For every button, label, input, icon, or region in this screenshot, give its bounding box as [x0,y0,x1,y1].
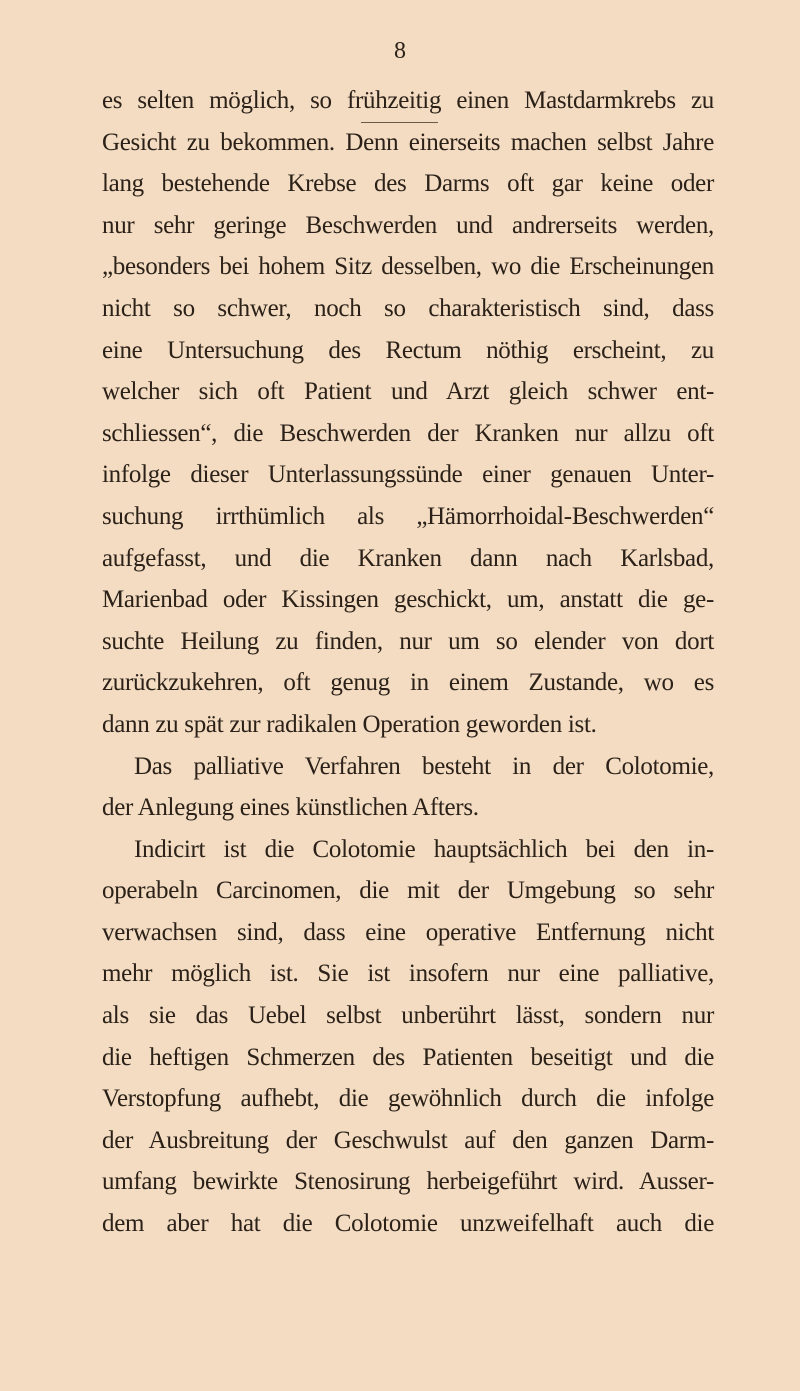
text-line: suchte Heilung zu finden, nur um so elender von dort [102,627,714,655]
text-line: Das palliative Verfahren besteht in der Colotomie, [134,752,714,780]
body-text [102,80,714,1245]
text-line: dann zu spät zur radikalen Operation geworden ist. [102,710,597,738]
text-line: umfang bewirkte Stenosirung herbeigeführt wird. Ausser- [102,1168,714,1196]
text-line: Indicirt ist die Colotomie hauptsächlich bei den in- [134,835,714,863]
text-line: nicht so schwer, noch so charakteristisch sind, dass [102,294,714,322]
text-line: der Anlegung eines künstlichen Afters. [102,794,479,822]
text-line: die heftigen Schmerzen des Patienten beseitigt und die [102,1043,714,1071]
text-line: Verstopfung aufhebt, die gewöhnlich durch die infolge [102,1085,714,1113]
text-line: suchung irrthümlich als „Hämorrhoidal-Beschwerden“ [102,502,714,530]
text-line: es selten möglich, so frühzeitig einen Mastdarmkrebs zu [102,87,714,114]
page-number: 8 [394,38,406,64]
text-line: mehr möglich ist. Sie ist insofern nur eine palliative, [102,960,714,988]
text-line: verwachsen sind, dass eine operative Entfernung nicht [102,918,714,946]
text-line: zurückzukehren, oft genug in einem Zustande, wo es [102,669,714,697]
text-line: Gesicht zu bekommen. Denn einerseits machen selbst Jahre [102,128,714,156]
text-line: operabeln Carcinomen, die mit der Umgebung so sehr [102,877,714,905]
text-line: nur sehr geringe Beschwerden und andrerseits werden, [102,211,714,239]
text-line: schliessen“, die Beschwerden der Kranken nur allzu oft [102,419,714,447]
text-line: Marienbad oder Kissingen geschickt, um, anstatt die ge- [102,586,714,614]
text-line: welcher sich oft Patient und Arzt gleich schwer ent- [102,378,714,406]
text-line: infolge dieser Unterlassungssünde einer genauen Unter- [102,461,714,489]
text-line: dem aber hat die Colotomie unzweifelhaft auch die [102,1210,714,1238]
text-line: der Ausbreitung der Geschwulst auf den ganzen Darm- [102,1126,714,1154]
text-line: als sie das Uebel selbst unberührt lässt, sondern nur [102,1002,714,1030]
text-line: aufgefasst, und die Kranken dann nach Karlsbad, [102,544,714,572]
text-line: lang bestehende Krebse des Darms oft gar keine oder [102,170,714,198]
text-line: eine Untersuchung des Rectum nöthig erscheint, zu [102,336,714,364]
text-line: „besonders bei hohem Sitz desselben, wo die Erscheinungen [102,253,714,281]
